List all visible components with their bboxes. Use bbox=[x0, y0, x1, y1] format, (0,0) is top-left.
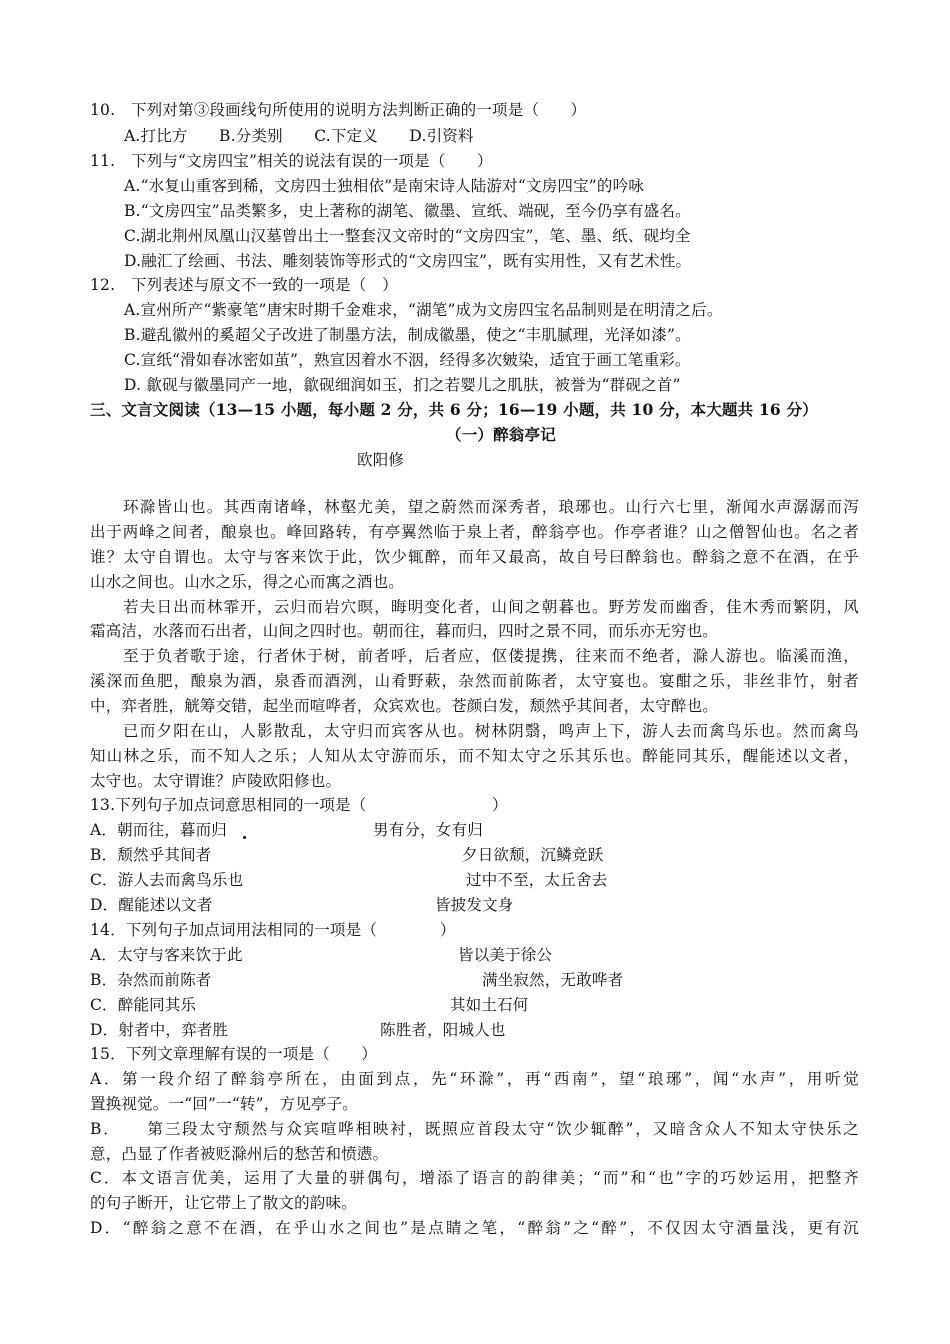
q13-stem: 13.下列句子加点词意思相同的一项是（ ） bbox=[90, 796, 508, 814]
q13-row-b-right: 夕日欲颓，沉鳞竞跃 bbox=[462, 846, 604, 864]
passage-p1-line3: 谁？太守自谓也。太守与客来饮于此，饮少辄醉，而年又最高，故自号曰醉翁也。醉翁之意不在酒，在乎 bbox=[90, 548, 859, 566]
q15-option-c-line1: C．本文语言优美，运用了大量的骈偶句，增添了语言的韵律美；“而”和“也”字的巧妙运用，把整齐 bbox=[90, 1169, 859, 1187]
q12-stem: 12. 下列表述与原文不一致的一项是（ ） bbox=[90, 276, 398, 294]
passage-p4-line3: 太守也。太守谓谁？庐陵欧阳修也。 bbox=[90, 772, 342, 790]
q15-option-b-line2: 意，凸显了作者被贬滁州后的愁苦和愤懑。 bbox=[90, 1145, 389, 1163]
q15-option-c-line2: 的句子断开，让它带上了散文的韵味。 bbox=[90, 1194, 357, 1212]
q14-row-c-right: 其如土石何 bbox=[450, 996, 529, 1014]
q11-option-b: B.“文房四宝”品类繁多，史上著称的湖笔、徽墨、宣纸、端砚，至今仍享有盛名。 bbox=[124, 202, 691, 220]
q12-option-c: C.宣纸“滑如春冰密如茧”，熟宣因着水不洇，经得多次皴染，适宜于画工笔重彩。 bbox=[124, 351, 691, 369]
q11-option-d: D.融汇了绘画、书法、雕刻装饰等形式的“文房四宝”，既有实用性，又有艺术性。 bbox=[124, 252, 692, 270]
q15-option-a-line1: A．第一段介绍了醉翁亭所在，由面到点，先“环滁”，再“西南”，望“琅琊”，闻“水声”，用听觉 bbox=[90, 1070, 859, 1088]
q13-row-d-left: D．醒能述以文者 bbox=[90, 896, 213, 914]
passage-p1-line2: 出于两峰之间者，酿泉也。峰回路转，有亭翼然临于泉上者，醉翁亭也。作亭者谁？山之僧智仙也。名之者 bbox=[90, 523, 859, 541]
q14-row-c-left: C．醉能同其乐 bbox=[90, 996, 197, 1014]
q13-row-b-left: B．颓然乎其间者 bbox=[90, 846, 212, 864]
q14-stem: 14．下列句子加点词用法相同的一项是（ ） bbox=[90, 921, 456, 939]
passage-p2-line2: 霜高洁，水落而石出者，山间之四时也。朝而往，暮而归，四时之景不同，而乐亦无穷也。 bbox=[90, 622, 719, 640]
passage-p4-line2: 知山林之乐，而不知人之乐；人知从太守游而乐，而不知太守之乐其乐也。醉能同其乐，醒能述以文者， bbox=[90, 747, 859, 765]
q14-row-d-right: 陈胜者，阳城人也 bbox=[380, 1021, 506, 1039]
passage-p1-line4: 山水之间也。山水之乐，得之心而寓之酒也。 bbox=[90, 573, 405, 591]
q13-row-c-right: 过中不至，太丘舍去 bbox=[466, 871, 608, 889]
passage-p3-line3: 中，弈者胜，觥筹交错，起坐而喧哗者，众宾欢也。苍颜白发，颓然乎其间者，太守醉也。 bbox=[90, 697, 719, 715]
passage-p4-line1: 已而夕阳在山，人影散乱，太守归而宾客从也。树林阴翳，鸣声上下，游人去而禽鸟乐也。然而禽鸟 bbox=[123, 722, 859, 740]
passage-p2-line1: 若夫日出而林霏开，云归而岩穴暝，晦明变化者，山间之朝暮也。野芳发而幽香，佳木秀而繁阴，风 bbox=[123, 598, 859, 616]
passage-author: 欧阳修 bbox=[357, 451, 405, 469]
q14-row-a-left: A．太守与客来饮于此 bbox=[90, 946, 243, 964]
q11-option-c: C.湖北荆州凤凰山汉墓曾出土一整套汉文帝时的“文房四宝”，笔、墨、纸、砚均全 bbox=[124, 227, 691, 245]
q11-stem: 11. 下列与“文房四宝”相关的说法有误的一项是（ ） bbox=[90, 152, 493, 170]
q13-row-a-right: 男有分，女有归 bbox=[373, 821, 483, 839]
passage-p3-line1: 至于负者歌于途，行者休于树，前者呼，后者应，伛偻提携，往来而不绝者，滁人游也。临溪而渔， bbox=[123, 647, 859, 665]
q12-option-a: A.宣州所产“紫豪笔”唐宋时期千金难求，“湖笔”成为文房四宝名品制则是在明清之后。 bbox=[124, 301, 723, 319]
passage-title: （一）醉翁亭记 bbox=[446, 425, 556, 444]
q12-option-d: D. 歙砚与徽墨同产一地，歙砚细润如玉，扪之若婴儿之肌肤，被誉为“群砚之首” bbox=[124, 376, 681, 394]
q14-row-d-left: D．射者中，弈者胜 bbox=[90, 1021, 229, 1039]
q14-row-b-left: B．杂然而前陈者 bbox=[90, 971, 212, 989]
q11-option-a: A.“水复山重客到稀，文房四士独相依”是南宋诗人陆游对“文房四宝”的吟咏 bbox=[124, 177, 645, 195]
q13-row-d-right: 皆披发文身 bbox=[435, 896, 514, 914]
q14-row-a-right: 皆以美于徐公 bbox=[458, 946, 553, 964]
q15-option-d-line1: D．“醉翁之意不在酒，在乎山水之间也”是点睛之笔，“醉翁”之“醉”，不仅因太守酒量浅，更有沉 bbox=[90, 1219, 859, 1237]
q15-option-a-line2: 置换视觉。一“回”一“转”，方见亭子。 bbox=[90, 1095, 358, 1113]
q10-stem: 10. 下列对第③段画线句所使用的说明方法判断正确的一项是（ ） bbox=[90, 101, 587, 119]
q10-options: A.打比方 B.分类别 C.下定义 D.引资料 bbox=[124, 127, 474, 145]
passage-p3-line2: 溪深而鱼肥，酿泉为酒，泉香而酒洌，山肴野蔌，杂然而前陈者，太守宴也。宴酣之乐，非丝非竹，射者 bbox=[90, 672, 859, 690]
q15-stem: 15．下列文章理解有误的一项是（ ） bbox=[90, 1045, 378, 1063]
section3-heading: 三、文言文阅读（13—15 小题，每小题 2 分，共 6 分；16—19 小题，共 10 分，本大题共 16 分） bbox=[90, 400, 818, 419]
q12-option-b: B.避乱徽州的奚超父子改进了制墨方法，制成徽墨，使之“丰肌腻理，光泽如漆”。 bbox=[124, 326, 691, 344]
passage-p1-line1: 环滁皆山也。其西南诸峰，林壑尤美，望之蔚然而深秀者，琅琊也。山行六七里，渐闻水声潺潺而泻 bbox=[123, 498, 859, 516]
q13-row-c-left: C．游人去而禽鸟乐也 bbox=[90, 871, 244, 889]
emphasis-dot bbox=[243, 836, 246, 839]
q15-option-b-line1: B． 第三段太守颓然与众宾喧哗相映衬，既照应首段太守“饮少辄醉”，又暗含众人不知太守快乐之 bbox=[90, 1120, 859, 1138]
q14-row-b-right: 满坐寂然，无敢哗者 bbox=[482, 971, 624, 989]
q13-row-a-left: A．朝而往，暮而归 bbox=[90, 821, 227, 839]
